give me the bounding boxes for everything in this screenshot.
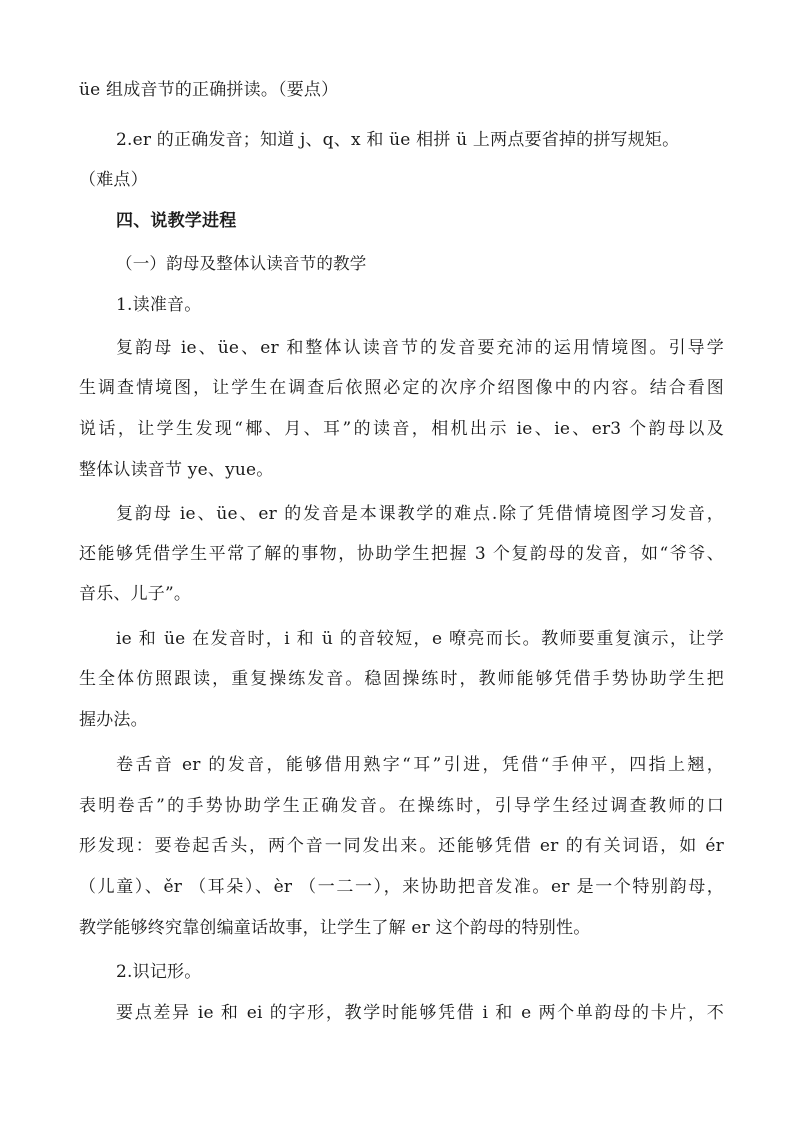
text-line: 教学能够终究靠创编童话故事，让学生了解 er 这个韵母的特别性。 <box>79 918 591 938</box>
text-line: 音乐、儿子”。 <box>79 584 192 604</box>
section-heading: 四、说教学进程 <box>116 211 237 231</box>
text-line: 要点差异 ie 和 ei 的字形，教学时能够凭借 i 和 e 两个单韵母的卡片，不 <box>116 1003 724 1023</box>
text-line: 2.识记形。 <box>116 962 202 982</box>
text-line: 2.er 的正确发音；知道 j、q、x 和 üe 相拼 ü 上两点要省掉的拼写规矩。 <box>116 130 680 150</box>
subsection-heading: （一）韵母及整体认读音节的教学 <box>116 254 367 273</box>
text-line: 形发现：要卷起舌头，两个音一同发出来。还能够凭借 er 的有关词语，如 ér <box>79 836 724 856</box>
text-line: 生调查情境图，让学生在调查后依照必定的次序介绍图像中的内容。结合看图 <box>79 378 724 398</box>
text-line: 复韵母 ie、üe、er 和整体认读音节的发音要充沛的运用情境图。引导学 <box>116 338 724 358</box>
text-line: 复韵母 ie、üe、er 的发音是本课教学的难点.除了凭借情境图学习发音， <box>116 504 724 524</box>
text-line: （难点） <box>79 170 148 190</box>
text-line: 卷舌音 er 的发音，能够借用熟字“耳”引进，凭借“手伸平，四指上翘， <box>116 755 724 775</box>
text-line: üe 组成音节的正确拼读。（要点） <box>79 80 339 100</box>
text-line: 1.读准音。 <box>116 295 202 315</box>
text-line: 表明卷舌”的手势协助学生正确发音。在操练时，引导学生经过调查教师的口 <box>79 796 724 816</box>
text-line: （儿童）、ěr （耳朵）、èr （一二一），来协助把音发准。er 是一个特别韵母， <box>79 877 724 897</box>
text-line: 生全体仿照跟读，重复操练发音。稳固操练时，教师能够凭借手势协助学生把 <box>79 669 724 689</box>
text-line: 整体认读音节 ye、yue。 <box>79 460 274 480</box>
text-line: 说话，让学生发现“椰、月、耳”的读音，相机出示 ie、ie、er3 个韵母以及 <box>79 419 724 439</box>
text-line: 还能够凭借学生平常了解的事物，协助学生把握 3 个复韵母的发音，如“爷爷、 <box>79 544 724 564</box>
text-line: 握办法。 <box>79 710 148 730</box>
text-line: ie 和 üe 在发音时，i 和 ü 的音较短，e 嘹亮而长。教师要重复演示，让学 <box>116 629 724 649</box>
